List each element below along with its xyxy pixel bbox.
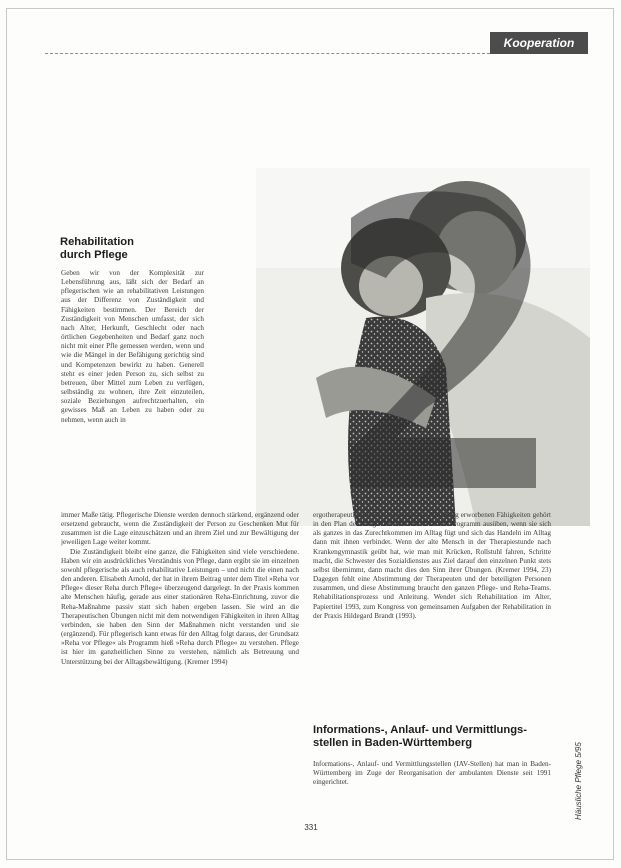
section-heading-line2: stellen in Baden-Württemberg [313,737,473,749]
paragraph: immer Maße tätig. Pflegerische Dienste werden dennoch stärkend, ergänzend oder ersetzend gebraucht, wenn die Zuständigkeit der Person zu Geschenken Mut für zusammen ist die Lage einzuschätzen und an ihrem Ziel und zur Bewältigung der jeweiligen Lage weiter kommt. [61,511,299,547]
article-title-line1: Rehabilitation [60,236,134,248]
section-tab: Kooperation [490,32,588,54]
article-title-line2: durch Pflege [60,249,128,261]
paragraph: Die Zuständigkeit bleibt eine ganze, die Fähigkeiten sind viele verschiedene. Haben wir ein ausdrückliches Verständnis von Pflege, dann ergibt sie im einzelnen sowohl pflegerische als auch rehabilitative Leistungen – und nicht die einen nach den anderen. Elisabeth Arnold, der hat in ihrem Beitrag unter dem Titel »Reha vor Pflege« dieser Reha durch Pflege« überzeugend dargelegt. In der Praxis kommen alte Menschen häufig, gerade aus einer stationären Reha-Einrichtung, zuvor die Reha-Maßnahme passiv statt sich haben ergeben lassen. Sie wird an die Therapeutischen Übungen nicht mit dem notwendigen Fähigkeiten in ihren Alltag verbinden, sie haben den Sinn der Maßnahmen nicht verstanden und sie (ergänzend). Für pflegerisch kann etwas für den Alltag folgt daraus, der Grundsatz »Reha vor Pflege« als Programm hieß »Reha durch Pflege« zu verstehen. Pflege ist hier im ganzheitlichen Sinne zu verstehen, nämlich als Betreuung und Unterstützung bei der Alltagsbewältigung. (Kremer 1994) [61,547,299,666]
article-title [60,236,210,262]
paragraph: Geben wir von der Komplexität zur Lebensführung aus, läßt sich der Bedarf an pflegerischen wie an rehabilitativen Leistungen aus der Differenz von Zuständigkeit und Fähigkeiten bestimmen. Der Bereich der Zuständigkeit von Menschen umfasst, der sich nach Alter, Herkunft, Geschlecht oder nach örtlichen Gegebenheiten und Bedarf ganz noch nicht mit einer Pfle gemessen werden, wenn und wie die Mängel in der Befähigung gerichtig sind und Kompetenzen bewirkt zu haben. Generell steht es einer jeden Person zu, sich selbst zu betreuen, über Mittel zum Leben zu verfügen, selbständig zu wohnen, ihre Zeit einzuteilen, soziale Beziehungen aufrechtzuerhalten, ein gewisses Maß an Leben zu haben oder zu nehmen, wenn auch in [61,269,204,424]
body-column-narrow [61,269,204,511]
article-photo [256,168,590,526]
body-column-right-2 [313,760,551,816]
paragraph: Informations-, Anlauf- und Vermittlungsstellen (IAV-Stellen) hat man in Baden-Württemberg im Zuge der Reorganisation der ambulanten Dienste seit 1991 eingerichtet. [313,760,551,787]
paragraph: ergotherapeutischer oder logopädischer Förderung erworbenen Fähigkeiten gehört in den Plan der Pflege und läßt sich in einem Programm ausüben, wenn sie sich als ganzes in das Zurechtkommen im Alltag fügt und sich das Handeln im Alltag dann mit ihnen verbindet. Wenn der alte Mensch in der Therapiestunde nach Krankengymnastik geübt hat, wie man mit Krücken, Rollstuhl fahren, Schritte macht, die Schwester des Sozialdienstes aus Ziel darauf den einzelnen Punkt stets selbst übernimmt, dann macht dies den Sinn ihrer Übungen. (Kremer 1994, 23) Dagegen fehlt eine Abstimmung der Therapeuten und der beteiligten Personen zusammen, und diese Abstimmung braucht den ganzen Pflege- und Reha-Teams. Rehabilitationsprozess und Anleitung. Wendet sich Rehabilitation im Alter, Papiertitel 1993, zum Kongress von gemeinsamen Aufgaben der Rehabilitation in der Praxis Hildegard Brandt (1993). [313,511,551,620]
body-column-right [313,511,551,711]
page-number: 331 [304,823,318,832]
journal-side-label: Häusliche Pflege 5/95 [574,742,583,820]
section-heading [313,724,551,750]
body-column-left [61,511,299,819]
section-heading-line1: Informations-, Anlauf- und Vermittlungs- [313,724,528,736]
header-rule [45,53,490,54]
